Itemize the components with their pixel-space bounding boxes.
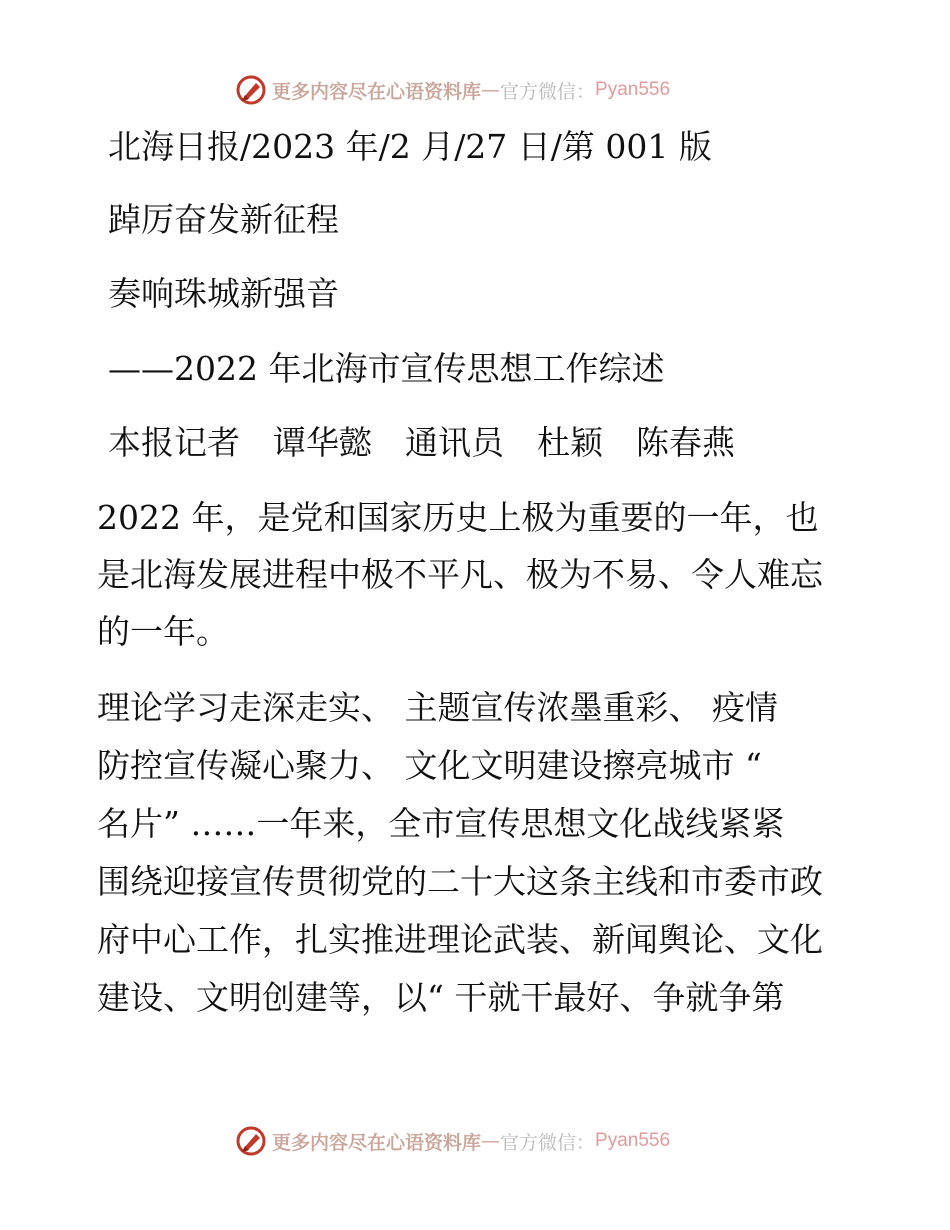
watermark-main-text: 更多内容尽在心语资料库 bbox=[272, 80, 482, 103]
paragraph-2-line-6: 建设、文明创建等，以“ 干就干最好、争就争第 bbox=[97, 978, 785, 1017]
article-subtitle: ——2022 年北海市宣传思想工作综述 bbox=[108, 349, 665, 388]
paragraph-2-line-1: 理论学习走深走实、 主题宣传浓墨重彩、 疫情 bbox=[97, 688, 778, 727]
article-title-line-1: 踔厉奋发新征程 bbox=[108, 200, 339, 239]
newspaper-header-line: 北海日报/2023 年/2 月/27 日/第 001 版 bbox=[108, 127, 712, 166]
paragraph-1-line-3: 的一年。 bbox=[97, 612, 229, 651]
pen-nib-logo-icon bbox=[234, 1124, 268, 1158]
paragraph-2-line-5: 府中心工作，扎实推进理论武装、新闻舆论、文化 bbox=[97, 920, 823, 959]
paragraph-2-line-2: 防控宣传凝心聚力、 文化文明建设擦亮城市 “ bbox=[97, 746, 762, 785]
article-byline: 本报记者 谭华懿 通讯员 杜颖 陈春燕 bbox=[108, 423, 735, 462]
paragraph-2-line-4: 围绕迎接宣传贯彻党的二十大这条主线和市委市政 bbox=[97, 862, 823, 901]
watermark-dash: — bbox=[481, 79, 501, 101]
watermark-sub-text: 官方微信： bbox=[500, 1131, 596, 1154]
watermark-sub-text: 官方微信： bbox=[500, 80, 596, 103]
paragraph-1-line-2: 是北海发展进程中极不平凡、极为不易、令人难忘 bbox=[97, 555, 823, 594]
watermark-footer bbox=[234, 1123, 670, 1159]
watermark-main-text: 更多内容尽在心语资料库 bbox=[272, 1131, 482, 1154]
watermark-wechat-id: Pyan556 bbox=[595, 1130, 671, 1151]
paragraph-2-line-3: 名片” ……一年来，全市宣传思想文化战线紧紧 bbox=[97, 804, 785, 843]
watermark-wechat-id: Pyan556 bbox=[595, 79, 671, 100]
article-title-line-2: 奏响珠城新强音 bbox=[108, 274, 339, 313]
pen-nib-logo-icon bbox=[234, 73, 268, 107]
watermark-dash: — bbox=[481, 1130, 501, 1152]
watermark-header bbox=[234, 72, 670, 108]
paragraph-1-line-1: 2022 年，是党和国家历史上极为重要的一年，也 bbox=[97, 498, 819, 537]
